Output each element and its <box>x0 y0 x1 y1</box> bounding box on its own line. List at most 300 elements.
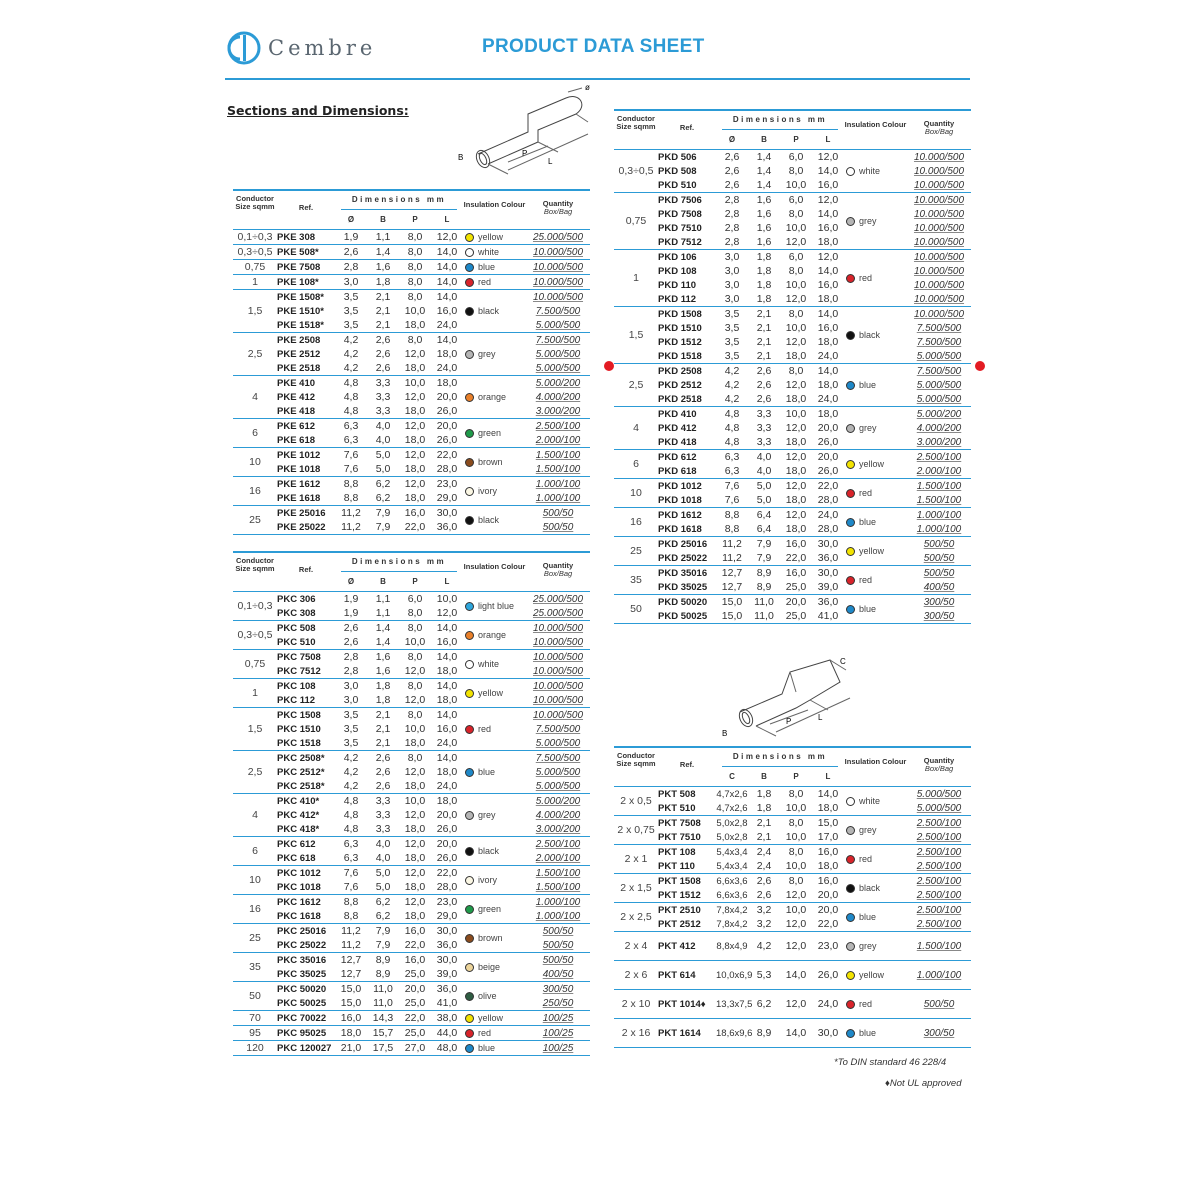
ref-cell: PKD 108 <box>658 265 697 277</box>
insulation-colour <box>465 650 499 678</box>
table-row <box>277 982 590 996</box>
insulation-colour <box>465 895 501 923</box>
group-row <box>614 961 971 990</box>
dim-cell: 10,0 <box>404 636 426 648</box>
dim-cell: 20,0 <box>436 391 458 403</box>
group-row <box>614 479 971 508</box>
group-row <box>233 592 590 621</box>
table-row <box>658 580 971 594</box>
ref-cell: PKD 7512 <box>658 236 702 248</box>
conductor-size: 95 <box>249 1027 261 1039</box>
dim-cell: 3,3 <box>375 405 391 417</box>
colour-label: red <box>478 724 492 734</box>
dim-cell: 2,1 <box>375 709 391 721</box>
quantity-cell: 1.500/100 <box>535 449 581 461</box>
dim-cell: 12,0 <box>785 918 807 930</box>
conductor-size: 0,1÷0,3 <box>237 231 273 243</box>
header-col-2: P <box>793 772 799 781</box>
dim-cell: 4,2 <box>343 780 359 792</box>
quantity-cell: 1.500/100 <box>535 463 581 475</box>
dim-cell: 10,0 <box>785 279 807 291</box>
table-row <box>277 390 590 404</box>
header-ref: Ref. <box>298 203 314 212</box>
quantity-cell: 1.000/100 <box>535 492 581 504</box>
colour-label: red <box>859 854 873 864</box>
ref-cell: PKD 2508 <box>658 365 702 377</box>
insulation-colour <box>846 479 872 507</box>
table-row <box>277 650 590 664</box>
dim-cell: 1,8 <box>756 802 772 814</box>
dim-cell: 4,2 <box>343 348 359 360</box>
brand-name: Cembre <box>268 36 377 60</box>
dim-cell: 7,6 <box>724 494 740 506</box>
dim-cell: 5,0 <box>756 480 772 492</box>
colour-label: grey <box>859 941 877 951</box>
colour-dot-icon <box>846 331 855 340</box>
colour-dot-icon <box>846 217 855 226</box>
dim-cell: 12,7 <box>721 567 743 579</box>
conductor-size: 4 <box>252 391 258 403</box>
dim-cell: 14,0 <box>436 680 458 692</box>
dim-cell: 18,0 <box>404 910 426 922</box>
conductor-size: 2 x 0,75 <box>617 824 655 836</box>
dim-cell: 8,0 <box>407 622 423 634</box>
dim-cell: 18,0 <box>404 881 426 893</box>
group-rows <box>277 1011 590 1025</box>
dim-cell: 18,0 <box>404 405 426 417</box>
colour-label: white <box>859 796 881 806</box>
quantity-cell: 5.000/200 <box>535 795 581 807</box>
dim-cell: 8,0 <box>788 165 804 177</box>
colour-label: yellow <box>478 232 504 242</box>
group-rows <box>277 592 590 620</box>
group-rows <box>658 508 971 536</box>
dim-cell: 14,0 <box>436 276 458 288</box>
dim-cell: 2,8 <box>343 651 359 663</box>
dim-cell: 26,0 <box>817 465 839 477</box>
dim-cell: 26,0 <box>817 969 839 981</box>
colour-label: red <box>478 1028 492 1038</box>
group-rows <box>277 260 590 274</box>
colour-label: beige <box>478 962 501 972</box>
quantity-cell: 7.500/500 <box>535 752 581 764</box>
quantity-cell: 500/50 <box>542 521 574 533</box>
insulation-colour <box>465 260 495 274</box>
header-col-1: B <box>380 215 386 224</box>
quantity-cell: 500/50 <box>542 939 574 951</box>
colour-label: red <box>478 277 492 287</box>
group-row <box>233 448 590 477</box>
table-row <box>658 164 971 178</box>
insulation-colour <box>846 250 872 306</box>
conductor-size: 35 <box>249 961 261 973</box>
dim-cell: 6,3 <box>724 451 740 463</box>
colour-label: blue <box>478 767 496 777</box>
dim-cell: 26,0 <box>436 852 458 864</box>
table-row <box>658 961 971 989</box>
sections-heading: Sections and Dimensions: <box>227 103 409 118</box>
dim-cell: 8,0 <box>407 246 423 258</box>
dim-cell: 18,0 <box>404 492 426 504</box>
colour-label: black <box>859 330 881 340</box>
dim-cell: 4,8 <box>343 809 359 821</box>
group-rows <box>658 537 971 565</box>
dim-cell: 5,0 <box>375 463 391 475</box>
dim-cell: 11,2 <box>341 925 361 937</box>
dim-cell: 8,0 <box>788 308 804 320</box>
table-row <box>658 349 971 363</box>
dim-cell: 18,0 <box>817 408 839 420</box>
ref-cell: PKE 1012 <box>277 449 321 461</box>
ref-cell: PKE 2508 <box>277 334 321 346</box>
dim-cell: 8,9 <box>756 581 772 593</box>
dim-cell: 14,0 <box>817 165 839 177</box>
dim-cell: 24,0 <box>436 319 458 331</box>
group-row <box>233 794 590 837</box>
group-rows <box>658 307 971 363</box>
dim-cell: 6,0 <box>788 194 804 206</box>
table-row <box>658 888 971 902</box>
quantity-cell: 100/25 <box>542 1042 574 1054</box>
dim-cell: 12,0 <box>404 694 426 706</box>
dim-cell: 2,8 <box>724 208 740 220</box>
header-col-3: L <box>444 215 450 224</box>
group-rows <box>658 450 971 478</box>
quantity-cell: 100/25 <box>542 1012 574 1024</box>
dim-cell: 12,0 <box>785 889 807 901</box>
dim-cell: 38,0 <box>436 1012 458 1024</box>
colour-label: red <box>859 999 873 1009</box>
dim-cell: 26,0 <box>436 405 458 417</box>
group-rows <box>658 874 971 902</box>
group-row <box>233 866 590 895</box>
group-rows <box>277 650 590 678</box>
dim-cell: 18,0 <box>817 860 839 872</box>
dim-cell: 8,8x4,9 <box>716 940 748 952</box>
dim-cell: 4,7x2,6 <box>716 802 748 814</box>
group-row <box>614 537 971 566</box>
dim-cell: 2,8 <box>724 222 740 234</box>
colour-label: black <box>859 883 881 893</box>
quantity-cell: 25.000/500 <box>532 607 584 619</box>
dim-cell: 4,0 <box>375 420 391 432</box>
ref-cell: PKC 35016 <box>277 954 327 966</box>
quantity-cell: 500/50 <box>923 538 955 550</box>
table-row <box>658 307 971 321</box>
dim-cell: 7,9 <box>756 538 772 550</box>
dim-cell: 18,0 <box>785 523 807 535</box>
header-col-2: P <box>412 215 418 224</box>
table-row <box>658 787 971 801</box>
dim-cell: 6,3 <box>343 420 359 432</box>
insulation-colour <box>465 1011 503 1025</box>
dim-cell: 18,0 <box>404 780 426 792</box>
ferrule-drawing-round <box>448 84 598 176</box>
colour-dot-icon <box>465 992 474 1001</box>
quantity-cell: 300/50 <box>542 983 574 995</box>
group-row <box>614 903 971 932</box>
quantity-cell: 500/50 <box>923 998 955 1010</box>
dim-cell: 3,0 <box>724 265 740 277</box>
ref-cell: PKC 95025 <box>277 1027 327 1039</box>
table-pkc <box>233 551 590 1056</box>
dim-cell: 2,1 <box>756 322 772 334</box>
dim-cell: 14,3 <box>372 1012 394 1024</box>
dim-cell: 3,2 <box>756 904 772 916</box>
table-row <box>658 859 971 873</box>
group-rows <box>658 787 971 815</box>
conductor-size: 10 <box>249 874 261 886</box>
dim-cell: 10,0 <box>404 723 426 735</box>
quantity-cell: 10.000/500 <box>532 665 584 677</box>
dim-cell: 2,6 <box>375 334 391 346</box>
ref-cell: PKE 2512 <box>277 348 321 360</box>
dim-cell: 18,0 <box>404 823 426 835</box>
ref-cell: PKD 35016 <box>658 567 708 579</box>
table-row <box>658 537 971 551</box>
dimensions-underline <box>722 129 838 130</box>
conductor-size: 2 x 4 <box>624 940 648 952</box>
colour-dot-icon <box>465 963 474 972</box>
quantity-cell: 10.000/500 <box>913 293 965 305</box>
quantity-cell: 500/50 <box>923 567 955 579</box>
header-dimensions: Dimensions mm <box>351 557 447 566</box>
dim-cell: 25,0 <box>404 997 426 1009</box>
insulation-colour <box>465 679 503 707</box>
dim-cell: 4,0 <box>375 838 391 850</box>
table-row <box>277 477 590 491</box>
dim-cell: 2,1 <box>756 308 772 320</box>
dim-cell: 5,4x3,4 <box>716 846 748 858</box>
dim-cell: 4,8 <box>343 823 359 835</box>
table-row <box>277 621 590 635</box>
quantity-cell: 500/50 <box>542 925 574 937</box>
dim-cell: 8,0 <box>407 231 423 243</box>
dim-cell: 18,0 <box>785 350 807 362</box>
dim-cell: 20,0 <box>817 904 839 916</box>
conductor-size: 2 x 6 <box>624 969 648 981</box>
quantity-cell: 1.500/100 <box>916 494 962 506</box>
dim-cell: 4,8 <box>724 436 740 448</box>
table-row <box>658 221 971 235</box>
conductor-size: 1 <box>633 272 639 284</box>
group-rows <box>277 419 590 447</box>
dim-cell: 24,0 <box>817 350 839 362</box>
ref-cell: PKC 1518 <box>277 737 321 749</box>
conductor-size: 16 <box>249 903 261 915</box>
dim-cell: 18,0 <box>436 766 458 778</box>
dim-cell: 16,0 <box>404 954 426 966</box>
dim-cell: 4,0 <box>375 434 391 446</box>
dim-cell: 7,9 <box>375 939 391 951</box>
dim-cell: 6,0 <box>788 251 804 263</box>
table-row <box>277 938 590 952</box>
quantity-cell: 2.500/100 <box>916 831 962 843</box>
dim-cell: 12,0 <box>785 480 807 492</box>
dim-cell: 2,6 <box>343 622 359 634</box>
quantity-cell: 10.000/500 <box>913 194 965 206</box>
dim-cell: 2,6 <box>756 393 772 405</box>
dim-cell: 12,0 <box>785 293 807 305</box>
table-row <box>658 551 971 565</box>
dim-cell: 15,0 <box>721 610 743 622</box>
table-row <box>277 851 590 865</box>
conductor-size: 10 <box>630 487 642 499</box>
dim-cell: 4,8 <box>343 795 359 807</box>
quantity-cell: 3.000/200 <box>535 823 581 835</box>
header-col-1: B <box>380 577 386 586</box>
table-row <box>277 1026 590 1040</box>
dim-cell: 24,0 <box>817 393 839 405</box>
group-row <box>233 837 590 866</box>
ref-cell: PKC 510 <box>277 636 316 648</box>
quantity-cell: 10.000/500 <box>532 709 584 721</box>
ref-cell: PKC 1012 <box>277 867 321 879</box>
dim-cell: 12,0 <box>404 665 426 677</box>
dim-cell: 10,0 <box>785 408 807 420</box>
group-row <box>614 193 971 250</box>
dim-cell: 3,3 <box>756 408 772 420</box>
ref-cell: PKC 112 <box>277 694 316 706</box>
table-row <box>277 333 590 347</box>
dim-cell: 12,0 <box>436 231 458 243</box>
group-rows <box>277 275 590 289</box>
dim-cell: 24,0 <box>817 998 839 1010</box>
table-row <box>277 260 590 274</box>
group-rows <box>658 816 971 844</box>
quantity-cell: 4.000/200 <box>535 391 581 403</box>
header-dimensions: Dimensions mm <box>732 115 828 124</box>
table-row <box>277 462 590 476</box>
group-rows <box>658 407 971 449</box>
dim-cell: 8,8 <box>343 492 359 504</box>
ref-cell: PKC 7508 <box>277 651 321 663</box>
quantity-cell: 1.000/100 <box>916 523 962 535</box>
header-quantity-sub: Box/Bag <box>924 764 954 773</box>
quantity-cell: 2.500/100 <box>916 846 962 858</box>
dim-cell: 4,2 <box>343 766 359 778</box>
group-row <box>233 924 590 953</box>
dim-cell: 7,6 <box>343 463 359 475</box>
dim-cell: 8,8 <box>343 478 359 490</box>
quantity-cell: 3.000/200 <box>916 436 962 448</box>
header-col-3: L <box>825 135 831 144</box>
header-conductor: Conductor Size sqmm <box>235 556 275 573</box>
dim-cell: 16,0 <box>340 1012 362 1024</box>
dim-cell: 12,0 <box>785 236 807 248</box>
dim-cell: 2,6 <box>756 379 772 391</box>
table-row <box>658 335 971 349</box>
dim-cell: 14,0 <box>785 969 807 981</box>
dim-cell: 11,0 <box>754 596 774 608</box>
dim-cell: 14,0 <box>436 334 458 346</box>
ref-cell: PKD 35025 <box>658 581 708 593</box>
table-row <box>277 736 590 750</box>
table-row <box>658 292 971 306</box>
insulation-colour <box>465 419 501 447</box>
dim-cell: 7,9 <box>375 925 391 937</box>
dim-cell: 1,9 <box>343 607 359 619</box>
quantity-cell: 1.000/100 <box>535 896 581 908</box>
dim-cell: 4,2 <box>724 365 740 377</box>
dim-cell: 11,2 <box>341 521 361 533</box>
dim-cell: 3,0 <box>724 293 740 305</box>
dim-cell: 1,8 <box>756 279 772 291</box>
dim-cell: 10,0 <box>404 305 426 317</box>
dim-cell: 5,4x3,4 <box>716 860 748 872</box>
dim-cell: 18,0 <box>785 436 807 448</box>
colour-label: yellow <box>859 970 885 980</box>
dim-cell: 14,0 <box>436 261 458 273</box>
dim-cell: 1,4 <box>375 622 391 634</box>
conductor-size: 0,75 <box>244 658 266 670</box>
colour-dot-icon <box>846 971 855 980</box>
dim-cell: 12,0 <box>785 422 807 434</box>
table-row <box>277 361 590 375</box>
table-row <box>277 1041 590 1055</box>
header-quantity: Quantity <box>923 119 955 128</box>
dim-cell: 2,8 <box>343 665 359 677</box>
dim-cell: 3,5 <box>343 723 359 735</box>
ref-cell: PKE 618 <box>277 434 316 446</box>
dim-cell: 6,2 <box>375 478 391 490</box>
header-dimensions: Dimensions mm <box>351 195 447 204</box>
table-pke <box>233 189 590 535</box>
group-row <box>233 1011 590 1026</box>
dim-cell: 10,0 <box>785 322 807 334</box>
colour-dot-icon <box>846 913 855 922</box>
dim-cell: 15,0 <box>340 997 362 1009</box>
colour-label: grey <box>859 825 877 835</box>
ref-cell: PKC 50020 <box>277 983 327 995</box>
dim-cell: 11,2 <box>341 507 361 519</box>
dim-cell: 44,0 <box>436 1027 458 1039</box>
quantity-cell: 5.000/500 <box>916 393 962 405</box>
ref-cell: PKD 612 <box>658 451 697 463</box>
group-row <box>233 650 590 679</box>
dim-cell: 20,0 <box>817 889 839 901</box>
dim-cell: 4,0 <box>375 852 391 864</box>
dim-cell: 12,0 <box>404 838 426 850</box>
insulation-colour <box>846 932 877 960</box>
table-row <box>277 304 590 318</box>
conductor-size: 6 <box>252 427 258 439</box>
insulation-colour <box>465 751 495 793</box>
dim-cell: 1,6 <box>756 194 772 206</box>
insulation-colour <box>846 508 876 536</box>
group-row <box>614 250 971 307</box>
dim-cell: 18,0 <box>817 293 839 305</box>
colour-label: yellow <box>859 459 885 469</box>
dim-cell: 30,0 <box>817 538 839 550</box>
dim-cell: 14,0 <box>436 622 458 634</box>
dim-cell: 10,0 <box>785 831 807 843</box>
quantity-cell: 400/50 <box>923 581 955 593</box>
colour-label: brown <box>478 933 503 943</box>
ref-cell: PKT 2510 <box>658 904 701 916</box>
group-rows <box>277 506 590 534</box>
group-rows <box>658 479 971 507</box>
dim-cell: 5,0x2,8 <box>716 817 748 829</box>
quantity-cell: 2.500/100 <box>535 838 581 850</box>
dim-cell: 1,4 <box>375 246 391 258</box>
dim-cell: 16,0 <box>785 567 807 579</box>
dim-cell: 39,0 <box>817 581 839 593</box>
quantity-cell: 25.000/500 <box>532 593 584 605</box>
ref-cell: PKE 612 <box>277 420 316 432</box>
colour-dot-icon <box>465 631 474 640</box>
table-row <box>277 794 590 808</box>
